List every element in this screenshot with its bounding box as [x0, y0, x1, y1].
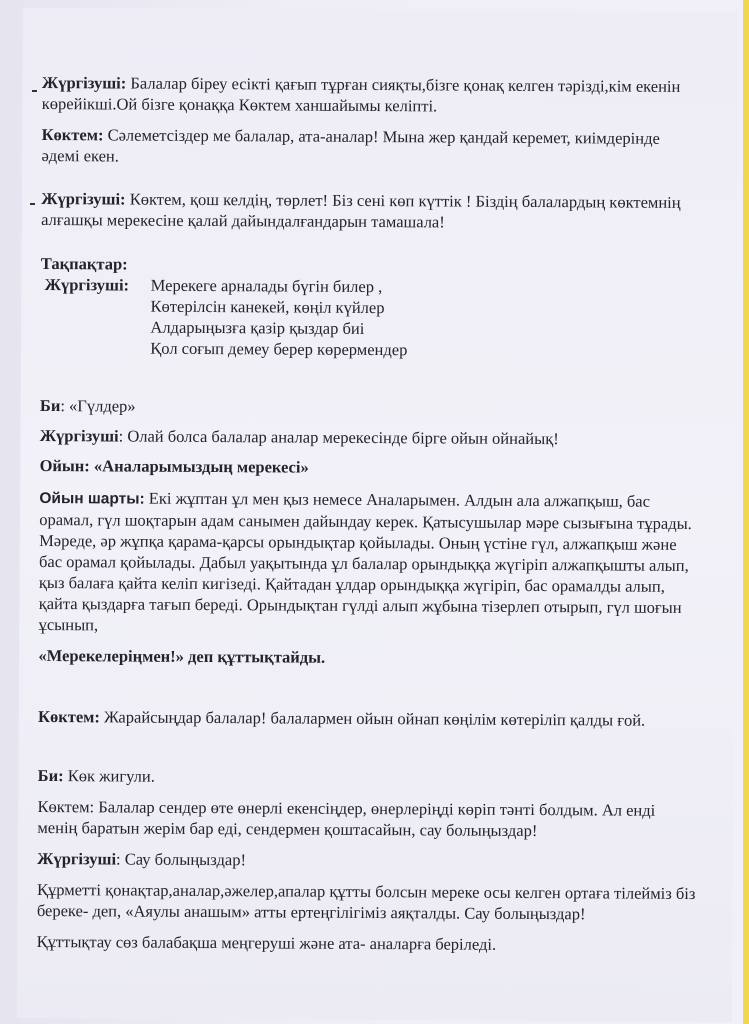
document-body: [37, 72, 702, 956]
speaker-label: Жүргізуші:: [41, 72, 127, 93]
host-line-2: [41, 188, 701, 234]
poem-line: Көтерілсін канекей, көңіл күйлер: [150, 296, 385, 318]
speaker-label: Көктем:: [41, 124, 104, 145]
final-line: Құттықтау сөз балабақша меңгеруші және ата- аналарға беріледі.: [36, 931, 497, 954]
poem-heading: Тақпақтар:: [40, 253, 128, 274]
paragraph-text: Балалар біреу есікті қағып тұрған сияқты,бізге қонақ келген тәрізді,кім екенін көрейікші.Ой бізге қонаққа Көктем ханшайымы келіпті.: [41, 73, 681, 116]
poem-block: [40, 274, 701, 362]
game-rules: Ойын шарты: Екі жұптан ұл мен қыз немесе Аналарымен. Алдын ала алжапқыш, бас орамал, гүл шоқтарын адам санымен дайындау керек. Қатысушылар мәре сызығына тұрады. Мәреде, әр жұпқа қарама-қарсы орындықтар қойылады. Оның үстіне гүл, алжапқыш және бас орамал қойылады. Дабыл уақытында ұл балалар орындыққа жүгіріп алжапқышты алып, қыз балаға қайта келіп кигізеді. Қайтадан ұлдар орындыққа жүгіріп, бас орамалды алып, қайта қыздарға тағып береді. Орындықтан гүлді алып жұбына тізерлеп отырып, гүл шоғын ұсынып,: [38, 488, 692, 635]
speaker-label: Жүргізуші: [37, 848, 117, 869]
paragraph-text: Сәлеметсіздер ме балалар, ата-аналар! Мына жер қандай керемет, киімдерінде әдемі екен.: [41, 125, 660, 166]
spring-line-3: Көктем: Балалар сендер өте өнерлі екенсіңдер, өнерлеріңді көріп тәнті болдым. Ал енді менің баратын жерім бар еді, сендермен қоштасайын, сау болыңыздар!: [37, 796, 656, 841]
margin-mark: [30, 203, 35, 205]
paragraph-text: Көктем, қош келдің, төрлет! Біз сені көп күттік ! Біздің балалардың көктемнің алғашқы мерекесіне қалай дайындалғандарын тамашала!: [41, 189, 681, 232]
host-line-4: Жүргізуші: Сау болыңыздар!: [37, 848, 247, 870]
speaker-label: Көктем:: [38, 706, 101, 727]
dance-line-1: Би: «Гүлдер»: [39, 395, 136, 416]
speaker-label: Жүргізуші: [39, 425, 119, 446]
margin-mark: [32, 90, 37, 92]
congrats-line: «Мерекелеріңмен!» деп құттықтайды.: [38, 645, 326, 667]
dance-line-2: Би: Көк жигули.: [37, 765, 155, 786]
poem-line: Алдарыңызға қазір қыздар биі: [150, 317, 365, 338]
spring-line-2: Көктем: Жарайсыңдар балалар! балалармен ойын ойнап көңілім көтеріліп қалды ғой.: [38, 706, 646, 730]
game-title: Ойын: «Аналарымыздың мерекесі»: [39, 455, 309, 477]
speaker-label: Жүргізуші:: [41, 188, 126, 209]
poem-line: Қол соғып демеу берер көрермендер: [150, 338, 408, 360]
closing-paragraph: Құрметті қонақтар,аналар,әжелер,апалар құтты болсын мереке осы келген ортаға тілейміз біз береке- деп, «Аяулы анашым» атты ертеңгілігіміз аяқталды. Сау болыңыздар!: [36, 879, 696, 924]
poem-line: Жүргізуші: Мерекеге арналады бүгін билер ,: [41, 274, 701, 299]
host-line-1: [42, 72, 702, 118]
spring-line-1: [41, 124, 701, 170]
speaker-label: Жүргізуші:: [44, 275, 130, 295]
host-line-3: Жүргізуші: Олай болса балалар аналар мерекесінде бірге ойын ойнайық!: [39, 425, 559, 449]
yellow-background-edge: [743, 0, 749, 1024]
